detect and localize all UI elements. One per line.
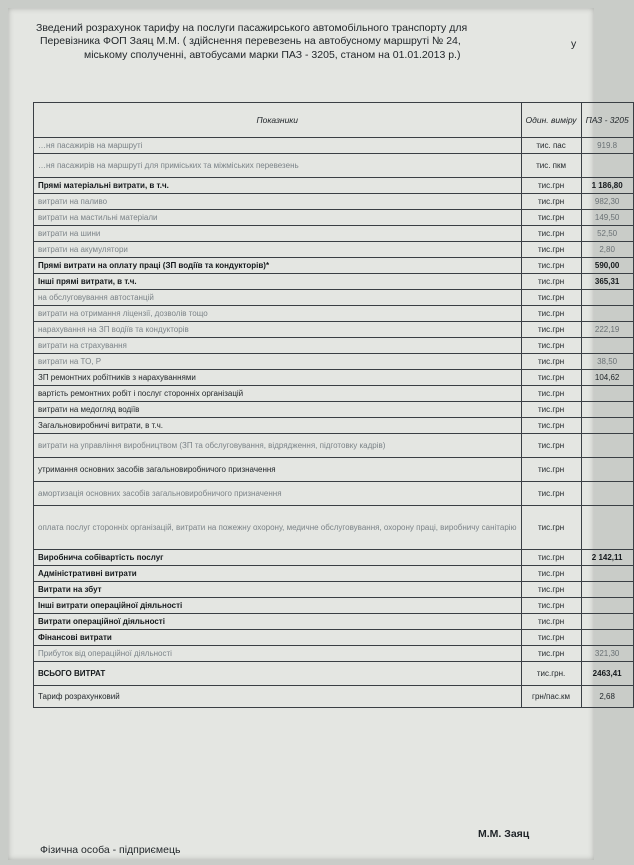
- table-row: [34, 434, 634, 458]
- row-label: Загальновиробничі витрати, в т.ч.: [34, 418, 522, 434]
- table-row: [34, 178, 634, 194]
- row-value: [581, 630, 633, 646]
- row-value: [581, 402, 633, 418]
- row-label: амортизація основних засобів загальновиробничого призначення: [34, 482, 522, 506]
- row-unit: тис.грн: [521, 274, 581, 290]
- row-value: [581, 306, 633, 322]
- table-row: [34, 630, 634, 646]
- row-label: Тариф розрахунковий: [34, 686, 522, 708]
- row-unit: тис.грн: [521, 306, 581, 322]
- row-value: [581, 458, 633, 482]
- row-label: витрати на отримання ліцензії, дозволів тощо: [34, 306, 522, 322]
- row-unit: тис.грн: [521, 178, 581, 194]
- table-row: [34, 614, 634, 630]
- row-value: 982,30: [581, 194, 633, 210]
- table-row: [34, 566, 634, 582]
- row-label: витрати на ТО, Р: [34, 354, 522, 370]
- table-row: [34, 418, 634, 434]
- row-unit: грн/пас.км: [521, 686, 581, 708]
- row-label: …ня пасажирів на маршруті: [34, 138, 522, 154]
- table-row: [34, 482, 634, 506]
- signature-role: Фізична особа - підприємець: [40, 844, 181, 856]
- row-unit: тис.грн: [521, 418, 581, 434]
- row-unit: тис.грн: [521, 550, 581, 566]
- table-row: [34, 226, 634, 242]
- row-unit: тис.грн: [521, 370, 581, 386]
- table-row: [34, 662, 634, 686]
- row-unit: тис.грн: [521, 354, 581, 370]
- row-value: [581, 154, 633, 178]
- table-row: [34, 646, 634, 662]
- row-value: [581, 338, 633, 354]
- row-unit: тис. пкм: [521, 154, 581, 178]
- tariff-table: [33, 102, 634, 708]
- row-value: 222,19: [581, 322, 633, 338]
- table-row: [34, 506, 634, 550]
- table-row: [34, 354, 634, 370]
- row-value: [581, 418, 633, 434]
- row-value: 365,31: [581, 274, 633, 290]
- table-row: [34, 686, 634, 708]
- row-unit: тис.грн: [521, 582, 581, 598]
- column-header-unit: Один. виміру: [521, 103, 581, 138]
- row-label: витрати на паливо: [34, 194, 522, 210]
- table-row: [34, 370, 634, 386]
- table-row: [34, 290, 634, 306]
- row-label: витрати на страхування: [34, 338, 522, 354]
- row-label: Виробнича собівартість послуг: [34, 550, 522, 566]
- header-line-1: Зведений розрахунок тарифу на послуги пасажирського автомобільного транспорту для: [36, 22, 468, 34]
- row-value: 321,30: [581, 646, 633, 662]
- row-value: 2463,41: [581, 662, 633, 686]
- row-label: Інші прямі витрати, в т.ч.: [34, 274, 522, 290]
- document-sheet: [8, 8, 629, 860]
- column-header-indicators: Показники: [34, 103, 522, 138]
- header-line-2-tail: у: [571, 38, 577, 50]
- row-unit: тис.грн: [521, 434, 581, 458]
- row-unit: тис.грн: [521, 458, 581, 482]
- row-unit: тис.грн: [521, 646, 581, 662]
- table-row: [34, 194, 634, 210]
- row-label: Витрати операційної діяльності: [34, 614, 522, 630]
- row-value: 38,50: [581, 354, 633, 370]
- table-row: [34, 458, 634, 482]
- header-line-3: міському сполученні, автобусами марки ПАЗ - 3205, станом на 01.01.2013 р.): [84, 49, 461, 61]
- row-value: [581, 566, 633, 582]
- row-unit: тис.грн: [521, 506, 581, 550]
- row-unit: тис.грн: [521, 338, 581, 354]
- row-value: [581, 386, 633, 402]
- row-label: витрати на мастильні матеріали: [34, 210, 522, 226]
- row-unit: тис.грн: [521, 482, 581, 506]
- table-row: [34, 154, 634, 178]
- row-label: Інші витрати операційної діяльності: [34, 598, 522, 614]
- row-unit: тис.грн: [521, 258, 581, 274]
- row-value: [581, 434, 633, 458]
- row-label: оплата послуг сторонніх організацій, витрати на пожежну охорону, медичне обслуговування, охорону праці, виробничу санітарію: [34, 506, 522, 550]
- row-value: 2 142,11: [581, 550, 633, 566]
- row-label: вартість ремонтних робіт і послуг сторонніх організацій: [34, 386, 522, 402]
- row-label: витрати на акумулятори: [34, 242, 522, 258]
- table-row: [34, 550, 634, 566]
- row-label: Адміністративні витрати: [34, 566, 522, 582]
- row-unit: тис.грн: [521, 290, 581, 306]
- table-row: [34, 338, 634, 354]
- row-value: [581, 614, 633, 630]
- row-unit: тис.грн: [521, 210, 581, 226]
- row-label: ЗП ремонтних робітників з нарахуваннями: [34, 370, 522, 386]
- table-row: [34, 306, 634, 322]
- row-value: 104,62: [581, 370, 633, 386]
- row-label: Фінансові витрати: [34, 630, 522, 646]
- table-body: [34, 138, 634, 708]
- row-value: 149,50: [581, 210, 633, 226]
- row-unit: тис.грн: [521, 614, 581, 630]
- row-unit: тис.грн: [521, 630, 581, 646]
- row-value: [581, 582, 633, 598]
- table-row: [34, 210, 634, 226]
- row-unit: тис. пас: [521, 138, 581, 154]
- table-row: [34, 258, 634, 274]
- row-value: 1 186,80: [581, 178, 633, 194]
- column-header-paz: ПАЗ - 3205: [581, 103, 633, 138]
- row-unit: тис.грн: [521, 566, 581, 582]
- row-label: Витрати на збут: [34, 582, 522, 598]
- row-value: [581, 506, 633, 550]
- table-row: [34, 138, 634, 154]
- row-label: Прямі витрати на оплату праці (ЗП водіїв та кондукторів)*: [34, 258, 522, 274]
- row-value: 2,68: [581, 686, 633, 708]
- row-label: на обслуговування автостанцій: [34, 290, 522, 306]
- row-unit: тис.грн: [521, 386, 581, 402]
- table-row: [34, 274, 634, 290]
- row-value: 52,50: [581, 226, 633, 242]
- row-unit: тис.грн: [521, 242, 581, 258]
- row-unit: тис.грн.: [521, 662, 581, 686]
- table-row: [34, 242, 634, 258]
- row-unit: тис.грн: [521, 402, 581, 418]
- row-label: …ня пасажирів на маршруті для приміських та міжміських перевезень: [34, 154, 522, 178]
- row-label: ВСЬОГО ВИТРАТ: [34, 662, 522, 686]
- row-label: витрати на шини: [34, 226, 522, 242]
- row-value: 2,80: [581, 242, 633, 258]
- row-label: витрати на управління виробництвом (ЗП та обслуговування, відрядження, підготовку кадрів): [34, 434, 522, 458]
- row-value: 590,00: [581, 258, 633, 274]
- row-unit: тис.грн: [521, 226, 581, 242]
- table-row: [34, 386, 634, 402]
- table-row: [34, 322, 634, 338]
- row-value: [581, 598, 633, 614]
- row-value: [581, 482, 633, 506]
- row-unit: тис.грн: [521, 194, 581, 210]
- row-value: 919.8: [581, 138, 633, 154]
- table-header-row: [34, 103, 634, 138]
- row-value: [581, 290, 633, 306]
- row-label: Прибуток від операційної діяльності: [34, 646, 522, 662]
- signature-name: М.М. Заяц: [478, 828, 530, 840]
- table-row: [34, 402, 634, 418]
- table-row: [34, 582, 634, 598]
- row-unit: тис.грн: [521, 598, 581, 614]
- row-label: утримання основних засобів загальновиробничого призначення: [34, 458, 522, 482]
- row-label: витрати на медогляд водіїв: [34, 402, 522, 418]
- header-line-2: Перевізника ФОП Заяц М.М. ( здійснення перевезень на автобусному маршруті № 24,: [40, 35, 461, 47]
- table-row: [34, 598, 634, 614]
- row-label: Прямі матеріальні витрати, в т.ч.: [34, 178, 522, 194]
- row-unit: тис.грн: [521, 322, 581, 338]
- row-label: нарахування на ЗП водіїв та кондукторів: [34, 322, 522, 338]
